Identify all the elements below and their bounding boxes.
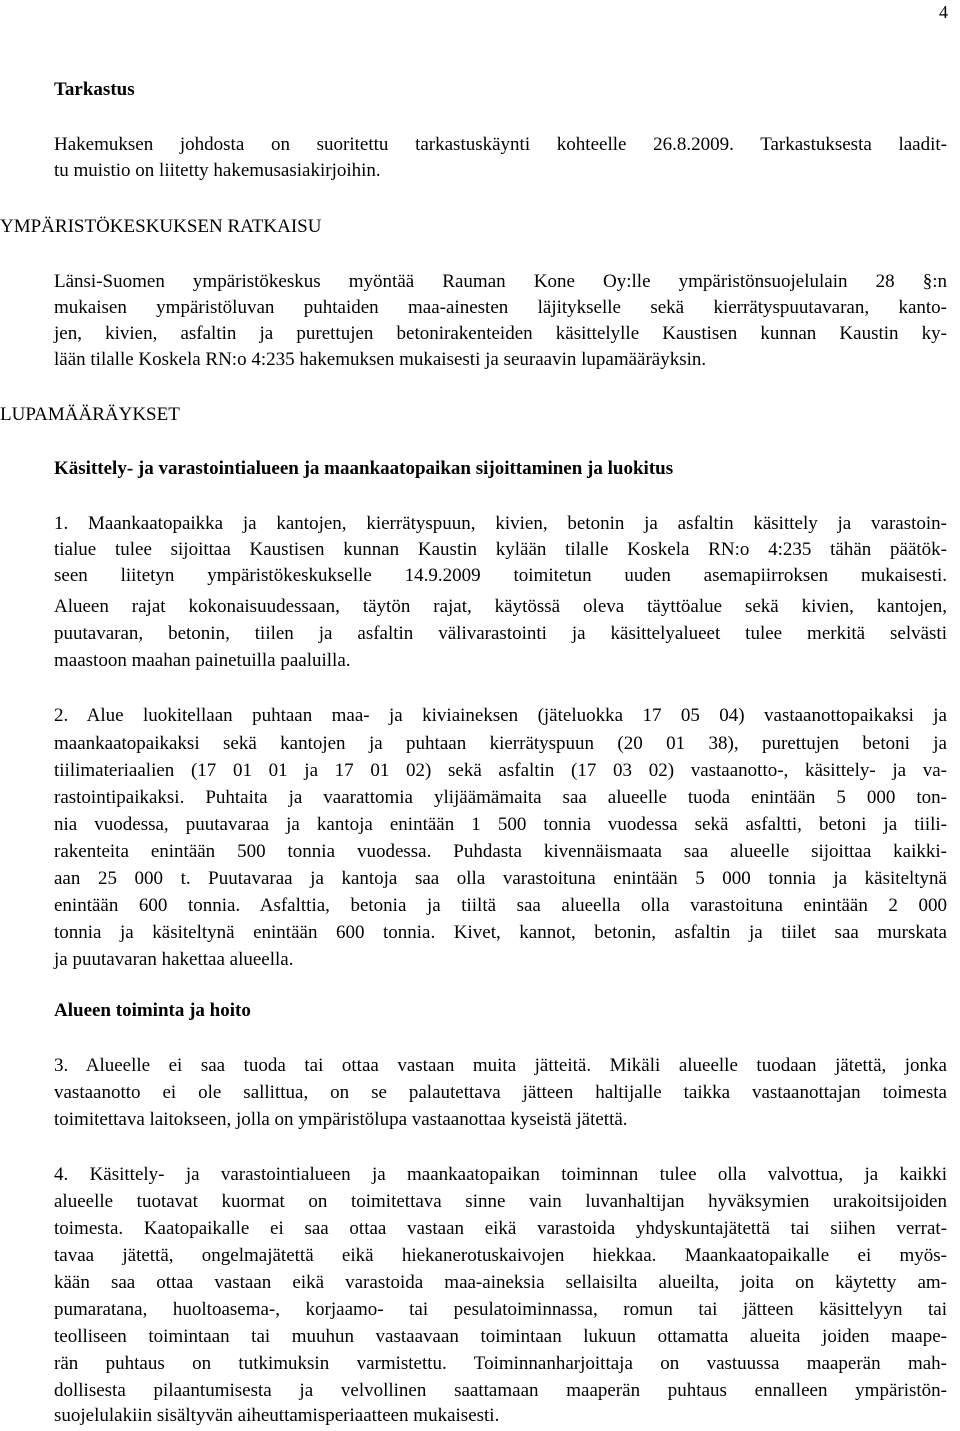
section-heading-tarkastus: Tarkastus — [54, 79, 135, 100]
paragraph-line: tiilimateriaalien (17 01 01 ja 17 01 02) sekä asfaltin (17 03 02) vastaanotto-, käsittely- ja va- — [54, 760, 947, 781]
paragraph-line: enintään 600 tonnia. Asfalttia, betonia ja tiiltä saa alueella olla varastoituna enintään 2 000 — [54, 895, 947, 916]
subheading-toiminta: Alueen toiminta ja hoito — [54, 1000, 251, 1021]
paragraph-line: seen liitetyn ympäristökeskukselle 14.9.2009 toimitetun uuden asemapiirroksen mukaisesti. — [54, 565, 947, 586]
paragraph-line: dollisesta pilaantumisesta ja velvollinen saattamaan maaperän puhtaus ennalleen ympäristön- — [54, 1380, 947, 1401]
paragraph-line: rän puhtaus on tutkimuksin varmistettu. Toiminnanharjoittaja on vastuussa maaperän mah- — [54, 1353, 947, 1374]
paragraph-line: teolliseen toimintaan tai muuhun vastaavaan toimintaan lukuun ottamatta alueita joiden maape- — [54, 1326, 947, 1347]
paragraph-line: tonnia ja käsiteltynä enintään 600 tonnia. Kivet, kannot, betonin, asfaltin ja tiilet saa murskata — [54, 922, 947, 943]
paragraph-line: ja puutavaran hakettaa alueella. — [54, 949, 294, 970]
paragraph-line: tialue tulee sijoittaa Kaustisen kunnan Kaustin kylään tilalle Koskela RN:o 4:235 tähän päätök- — [54, 539, 947, 560]
paragraph-line: lään tilalle Koskela RN:o 4:235 hakemuksen mukaisesti ja seuraavin lupamääräyksin. — [54, 349, 707, 370]
paragraph-line: mukaisen ympäristöluvan puhtaiden maa-ainesten läjitykselle sekä kierrätyspuutavaran, kanto- — [54, 297, 947, 318]
paragraph-line: vastaanotto ei ole sallittua, on se palautettava jätteen haltijalle taikka vastaanottajan toimesta — [54, 1082, 947, 1103]
paragraph-line: kään saa ottaa vastaan eikä varastoida maa-aineksia sellaisilta alueilta, joita on käytetty am- — [54, 1272, 947, 1293]
paragraph-line: toimitettava laitokseen, jolla on ympäristölupa vastaanottaa kyseistä jätettä. — [54, 1109, 628, 1130]
paragraph-line: aan 25 000 t. Puutavaraa ja kantoja saa olla varastoituna enintään 5 000 tonnia ja käsiteltynä — [54, 868, 947, 889]
paragraph-line: pumaratana, huoltoasema-, korjaamo- tai pesulatoiminnassa, romun tai jätteen käsittelyyn tai — [54, 1299, 947, 1320]
paragraph-line: maankaatopaikaksi sekä kantojen ja puhtaan kierrätyspuun (20 01 38), purettujen betoni ja — [54, 733, 947, 754]
paragraph-line: 4. Käsittely- ja varastointialueen ja maankaatopaikan toiminnan tulee olla valvottua, ja kaikki — [54, 1164, 947, 1185]
section-heading-lupamaaraykset: LUPAMÄÄRÄYKSET — [0, 404, 180, 425]
page-number: 4 — [939, 2, 948, 22]
paragraph-line: puutavaran, betonin, tiilen ja asfaltin välivarastointi ja käsittelyalueet tulee merkitä selvästi — [54, 623, 947, 644]
paragraph-line: tavaa jätettä, ongelmajätettä eikä hiekanerotuskaivojen hiekkaa. Maankaatopaikalle ei myös- — [54, 1245, 947, 1266]
paragraph-line: suojelulakiin sisältyvän aiheuttamisperiaatteen mukaisesti. — [54, 1405, 500, 1426]
paragraph-line: tu muistio on liitetty hakemusasiakirjoihin. — [54, 160, 381, 181]
paragraph-line: toimesta. Kaatopaikalle ei saa ottaa vastaan eikä varastoida yhdyskuntajätettä tai siihen verrat- — [54, 1218, 947, 1239]
paragraph-line: rakenteita enintään 500 tonnia vuodessa. Puhdasta kivennäismaata saa alueelle sijoittaa kaikki- — [54, 841, 947, 862]
paragraph-line: alueelle tuotavat kuormat on toimitettava sinne vain luvanhaltijan hyväksymien urakoitsijoiden — [54, 1191, 947, 1212]
paragraph-line: Hakemuksen johdosta on suoritettu tarkastuskäynti kohteelle 26.8.2009. Tarkastuksesta laadit- — [54, 134, 947, 155]
section-heading-ratkaisu: YMPÄRISTÖKESKUKSEN RATKAISU — [0, 216, 322, 237]
paragraph-line: Alueen rajat kokonaisuudessaan, täytön rajat, käytössä oleva täyttöalue sekä kivien, kantojen, — [54, 596, 947, 617]
paragraph-line: 1. Maankaatopaikka ja kantojen, kierrätyspuun, kivien, betonin ja asfaltin käsittely ja varastoin- — [54, 513, 947, 534]
paragraph-line: Länsi-Suomen ympäristökeskus myöntää Rauman Kone Oy:lle ympäristönsuojelulain 28 §:n — [54, 271, 947, 292]
paragraph-line: maastoon maahan painetuilla paaluilla. — [54, 650, 351, 671]
paragraph-line: 2. Alue luokitellaan puhtaan maa- ja kiviaineksen (jäteluokka 17 05 04) vastaanottopaikaksi ja — [54, 705, 947, 726]
paragraph-line: rastointipaikaksi. Puhtaita ja vaarattomia ylijäämämaita saa alueelle tuoda enintään 5 000 ton- — [54, 787, 947, 808]
subheading-sijoittaminen: Käsittely- ja varastointialueen ja maankaatopaikan sijoittaminen ja luokitus — [54, 458, 674, 479]
paragraph-line: jen, kivien, asfaltin ja purettujen betonirakenteiden käsittelylle Kaustisen kunnan Kaustin ky- — [54, 323, 947, 344]
paragraph-line: nia vuodessa, puutavaraa ja kantoja enintään 1 500 tonnia vuodessa sekä asfaltti, betoni ja tiili- — [54, 814, 947, 835]
paragraph-line: 3. Alueelle ei saa tuoda tai ottaa vastaan muita jätteitä. Mikäli alueelle tuodaan jätettä, jonka — [54, 1055, 947, 1076]
